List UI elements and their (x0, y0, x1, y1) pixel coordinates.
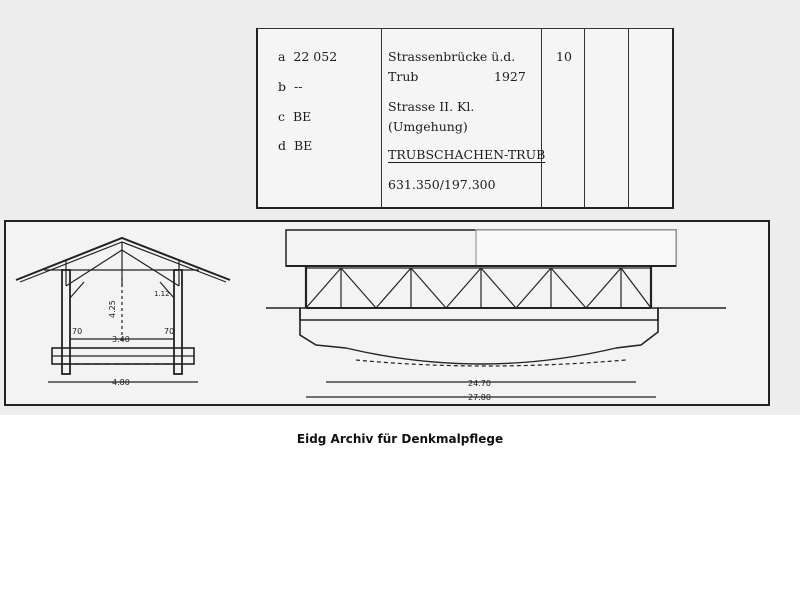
bridge-name: Trub (388, 69, 419, 84)
column-divider (541, 29, 542, 207)
code-row-a (278, 49, 337, 64)
code-row-d (278, 138, 312, 153)
road-note: (Umgehung) (388, 119, 468, 134)
right-offset-label: 70 (164, 327, 175, 336)
coordinates: 631.350/197.300 (388, 177, 496, 192)
inner-width-label: 3.40 (112, 335, 130, 344)
bridge-year: 1927 (494, 69, 526, 84)
total-width-label: 4.80 (112, 378, 130, 387)
location-name: TRUBSCHACHEN-TRUB (388, 147, 546, 162)
column-divider (584, 29, 585, 207)
truss-diagonals (306, 268, 651, 308)
bridge-title: Strassenbrücke ü.d. (388, 49, 516, 64)
code-letter: b (278, 79, 287, 94)
right-abutment (616, 308, 726, 348)
code-row-c (278, 109, 311, 124)
riverbed (356, 360, 626, 366)
knee-brace (70, 282, 84, 298)
image-caption: Eidg Archiv für Denkmalpflege (296, 432, 504, 446)
arch-underside (346, 348, 616, 364)
inner-height-label: 4.25 (108, 300, 117, 318)
deck (300, 308, 658, 320)
code-value: 22 052 (293, 49, 338, 64)
code-value: BE (292, 109, 312, 124)
column-divider (381, 29, 382, 207)
cross-section-drawing (4, 220, 256, 402)
roof-inner (20, 242, 226, 282)
roof-faded (476, 230, 676, 266)
code-value: BE (293, 138, 313, 153)
total-length-label: 27.80 (468, 393, 491, 402)
truss-brace (66, 250, 122, 286)
code-letter: d (278, 138, 287, 153)
column-divider (628, 29, 629, 207)
left-offset-label: 70 (72, 327, 83, 336)
code-letter: c (278, 109, 286, 124)
code-letter: a (278, 49, 286, 64)
post-note-label: 1.12 (154, 290, 170, 298)
span-label: 24.70 (468, 379, 491, 388)
left-abutment (266, 308, 346, 348)
elevation-drawing (256, 220, 766, 402)
truss-brace (122, 250, 179, 286)
card-number: 10 (556, 49, 572, 64)
roof-outline (16, 238, 230, 280)
index-card-table (256, 28, 674, 209)
road-class: Strasse II. Kl. (388, 99, 475, 114)
code-value: -- (293, 79, 303, 94)
code-row-b (278, 79, 302, 94)
